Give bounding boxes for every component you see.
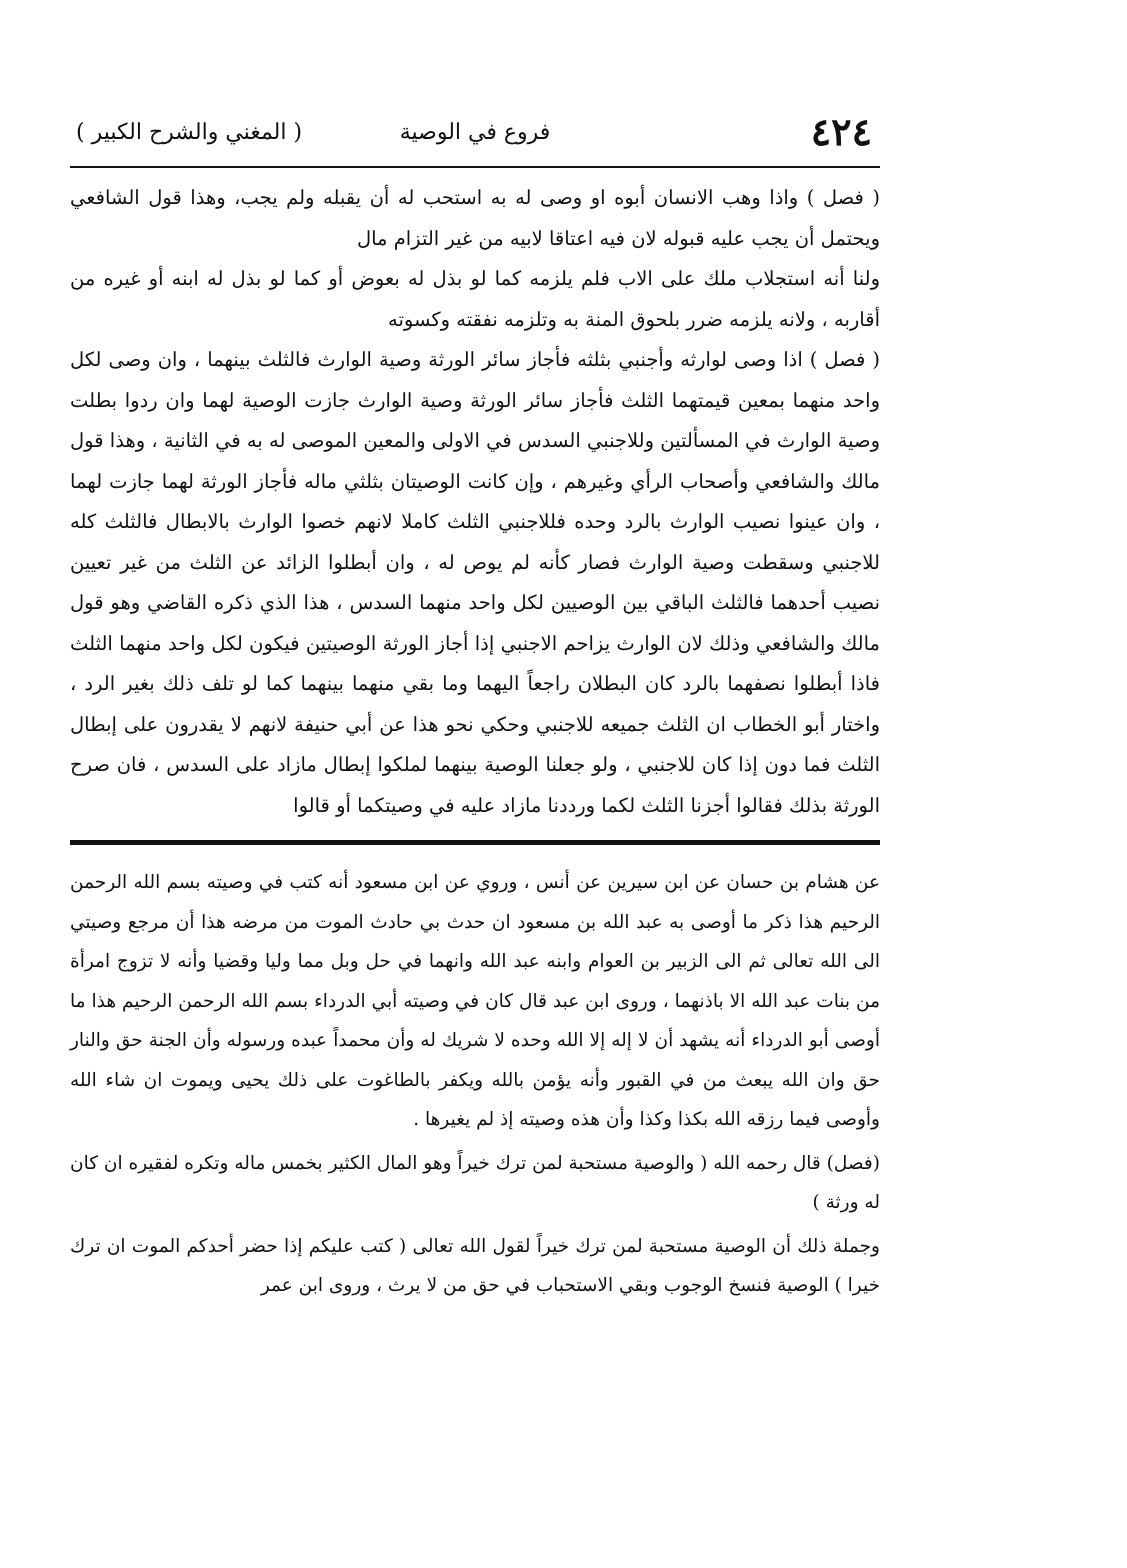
lower-paragraph-summary: وجملة ذلك أن الوصية مستحبة لمن ترك خيراً لقول الله تعالى ( كتب عليكم إذا حضر أحدكم الموت ان ترك خيرا ) الوصية فنسخ الوجوب وبقي الاستحباب في حق من لا يرث ، وروى ابن عمر [70,1235,880,1296]
header-divider [70,166,880,168]
paragraph-gift-of-father: ( فصل ) واذا وهب الانسان أبوه او وصى له به استحب له أن يقبله ولم يجب، وهذا قول الشافعي ويحتمل أن يجب عليه قبوله لان فيه اعتاقا لابيه من غير التزام مال [70,186,880,250]
paragraph-argument: ولنا أنه استجلاب ملك على الاب فلم يلزمه كما لو بذل له بعوض أو كما لو بذل له ابنه أو غيره من أقاربه ، ولانه يلزمه ضرر بلحوق المنة به وتلزمه نفقته وكسوته [70,267,880,331]
lower-paragraph-narrations: عن هشام بن حسان عن ابن سيرين عن أنس ، وروي عن ابن مسعود أنه كتب في وصيته بسم الله الرحمن الرحيم هذا ذكر ما أوصى به عبد الله بن مسعود ان حدث بي حادث الموت من مرضه هذا أن مرجع وصيتي الى الله تعالى ثم الى الزبير بن العوام وابنه عبد الله وانهما في حل وبل مما وليا وقضيا وأنه لا تزوج امرأة من بنات عبد الله الا باذنهما ، وروى ابن عبد قال كان في وصيته أبي الدرداء بسم الله الرحمن الرحيم هذا ما أوصى أبو الدرداء أنه يشهد أن لا إله إلا الله وحده لا شريك له وأن محمداً عبده ورسوله وأن الجنة حق والنار حق وان الله يبعث من في القبور وأنه يؤمن بالله ويكفر بالطاغوت على ذلك يحيى ويموت ان شاء الله وأوصى فيما رزقه الله بكذا وكذا وأن هذه وصيته إذ لم يغيرها . [70,872,880,1130]
book-page [70,110,880,1306]
chapter-title: فروع في الوصية [399,120,551,145]
book-title: ( المغني والشرح الكبير ) [76,120,303,145]
paragraph-heir-and-stranger: ( فصل ) اذا وصى لوارثه وأجنبي بثلثه فأجاز سائر الورثة وصية الوارث فالثلث بينهما ، وان وصى لكل واحد منهما بمعين قيمتهما الثلث فأجاز سائر الورثة وصية الوارث جازت الوصية لهما وان ردوا بطلت وصية الوارث في المسألتين وللاجنبي السدس في الاولى والمعين الموصى له به في الثانية ، وهذا قول مالك والشافعي وأصحاب الرأي وغيرهم ، وإن كانت الوصيتان بثلثي ماله فأجاز الورثة لهما جازت لهما ، وان عينوا نصيب الوارث بالرد وحده فللاجنبي الثلث كاملا لانهم خصوا الوارث بالابطال فالثلث كله للاجنبي وسقطت وصية الوارث فصار كأنه لم يوص له ، وان أبطلوا الزائد عن الثلث من غير تعيين نصيب أحدهما فالثلث الباقي بين الوصيين لكل واحد منهما السدس ، هذا الذي ذكره القاضي وهو قول مالك والشافعي وذلك لان الوارث يزاحم الاجنبي إذا أجاز الورثة الوصيتين فيكون لكل واحد منهما الثلث فاذا أبطلوا نصفهما بالرد كان البطلان راجعاً اليهما وما بقي منهما بينهما كما لو تلف ذلك بغير الرد ، واختار أبو الخطاب ان الثلث جميعه للاجنبي وحكي نحو هذا عن أبي حنيفة لانهم لا يقدرون على إبطال الثلث فما دون إذا كان للاجنبي ، ولو جعلنا الوصية بينهما لملكوا إبطال مازاد على السدس ، فان صرح الورثة بذلك فقالوا أجزنا الثلث لكما ورددنا مازاد عليه في وصيتكما أو قالوا [70,348,880,817]
page-header [70,110,880,158]
section-divider [70,840,880,845]
page-number: ٤٢٤ [810,109,872,154]
lower-paragraph-fasl: (فصل) قال رحمه الله ( والوصية مستحبة لمن ترك خيراً وهو المال الكثير بخمس ماله وتكره لفقيره ان كان له ورثة ) [70,1152,880,1213]
